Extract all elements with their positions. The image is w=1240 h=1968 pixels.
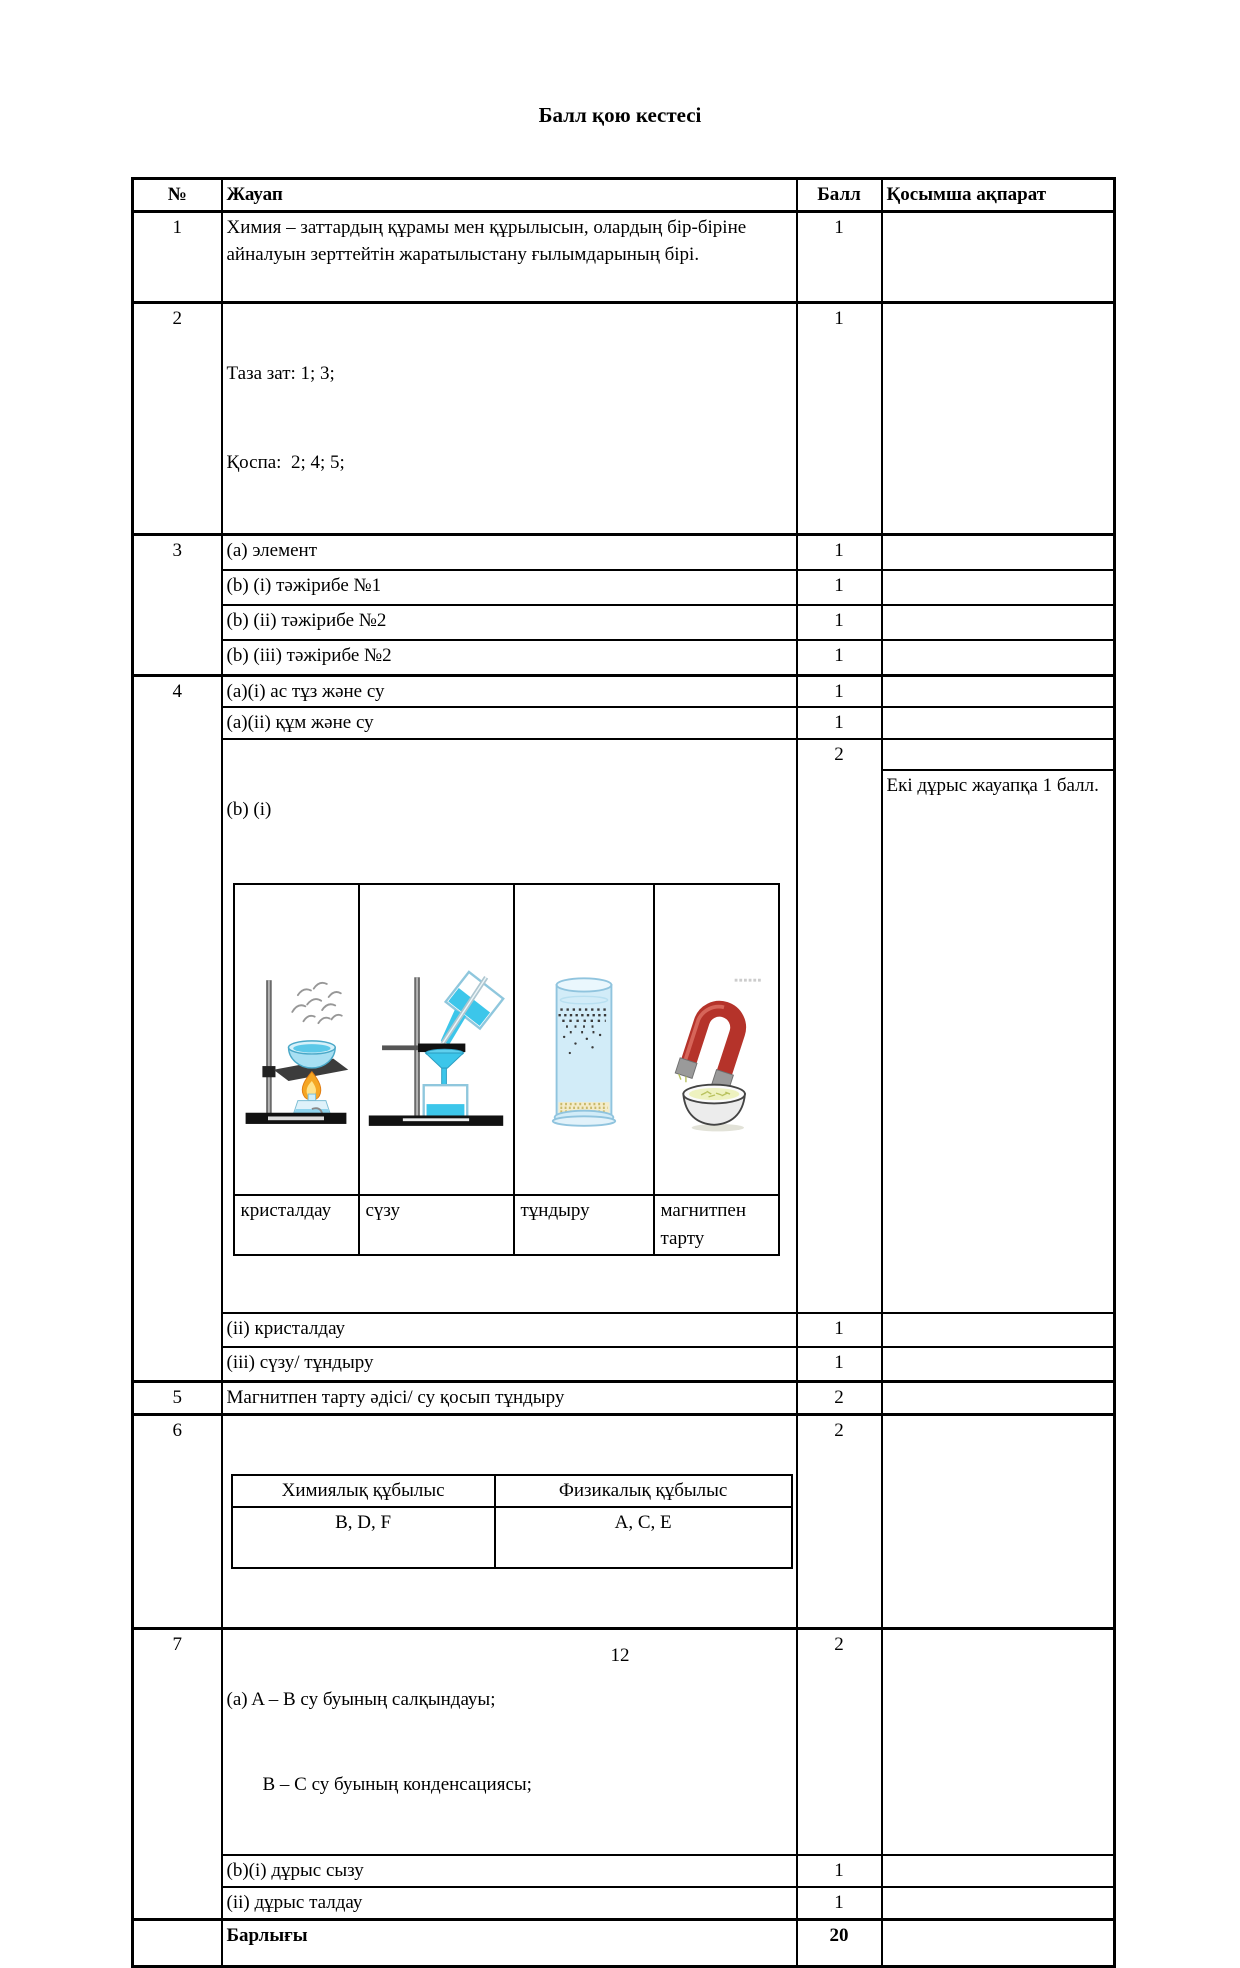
- extra-info-cell: [882, 1347, 1115, 1382]
- separation-methods-table: [233, 883, 780, 1256]
- extra-info-cell: [882, 605, 1115, 640]
- separation-image-cell: [654, 884, 779, 1196]
- score-cell: 2: [797, 739, 882, 1313]
- page-number: 12: [610, 1645, 630, 1666]
- separation-images-row: [234, 884, 779, 1196]
- phenomena-table: [231, 1474, 793, 1569]
- image-caption: кристалдау: [234, 1195, 359, 1254]
- answer-cell: (ii) дұрыс талдау: [222, 1887, 797, 1920]
- table-row: [133, 570, 1115, 605]
- total-label: Барлығы: [222, 1920, 797, 1967]
- score-cell: 1: [797, 1855, 882, 1887]
- answer-cell: (b) (iii) тәжірибе №2: [222, 640, 797, 676]
- table-row: [133, 302, 1115, 534]
- chemical-phenomena-value: B, D, F: [232, 1507, 495, 1568]
- sedimentation-cylinder-icon: [532, 969, 636, 1137]
- row-number-cell: 7: [133, 1628, 222, 1919]
- row-number-cell: 5: [133, 1381, 222, 1414]
- physical-phenomena-header: Физикалық құбылыс: [495, 1475, 792, 1507]
- col-header-score: Балл: [797, 179, 882, 212]
- score-cell: 2: [797, 1381, 882, 1414]
- extra-info-cell: [882, 570, 1115, 605]
- table-row: [133, 1313, 1115, 1347]
- row-number-cell: 6: [133, 1414, 222, 1628]
- image-caption: магнитпен тарту: [654, 1195, 779, 1254]
- row-number-cell: 4: [133, 675, 222, 1381]
- table-row: [133, 211, 1115, 302]
- extra-info-cell: [882, 707, 1115, 739]
- table-row: [133, 605, 1115, 640]
- table-row: [133, 707, 1115, 739]
- table-row: [133, 534, 1115, 570]
- row-number-cell: 3: [133, 534, 222, 675]
- extra-info-cell: [882, 534, 1115, 570]
- answer-cell: [222, 1414, 797, 1628]
- answer-cell: (b) (ii) тәжірибе №2: [222, 605, 797, 640]
- answer-line: Таза зат: 1; 3;: [226, 362, 335, 384]
- table-row: [133, 640, 1115, 676]
- extra-info-cell: [882, 675, 1115, 707]
- answer-cell: (iii) сүзу/ тұндыру: [222, 1347, 797, 1382]
- score-cell: 1: [797, 1887, 882, 1920]
- phenomena-values-row: [232, 1507, 792, 1568]
- separation-image-cell: [234, 884, 359, 1196]
- score-cell: 1: [797, 707, 882, 739]
- answer-cell: (a)(i) ас тұз және су: [222, 675, 797, 707]
- score-cell: 1: [797, 1347, 882, 1382]
- table-row: [133, 1414, 1115, 1628]
- table-row: [133, 675, 1115, 707]
- answer-line: B – C су буының конденсациясы;: [262, 1773, 532, 1795]
- score-cell: 1: [797, 211, 882, 302]
- document-title: Балл қою кестесі: [538, 103, 702, 127]
- evaporation-apparatus-icon: [240, 969, 352, 1137]
- extra-info-cell: [882, 1381, 1115, 1414]
- answer-line: Қоспа: 2; 4; 5;: [226, 452, 345, 474]
- row-number-cell: 1: [133, 211, 222, 302]
- extra-info-cell: [882, 211, 1115, 302]
- table-row: [133, 1855, 1115, 1887]
- extra-info-cell: [882, 1313, 1115, 1347]
- score-cell: 1: [797, 640, 882, 676]
- answer-label: (b) (i): [226, 799, 272, 821]
- table-row: [133, 1347, 1115, 1382]
- scoring-note: Екі дұрыс жауапқа 1 балл.: [882, 770, 1115, 1313]
- row-number-cell: [133, 1920, 222, 1967]
- separation-captions-row: [234, 1195, 779, 1254]
- magnet-bowl-icon: [660, 969, 772, 1137]
- row-number-cell: 2: [133, 302, 222, 534]
- table-row: [133, 1887, 1115, 1920]
- col-header-extra: Қосымша ақпарат: [882, 179, 1115, 212]
- scoring-table: [131, 177, 1116, 1968]
- phenomena-header-row: [232, 1475, 792, 1507]
- answer-cell: (a) элемент: [222, 534, 797, 570]
- physical-phenomena-value: A, C, E: [495, 1507, 792, 1568]
- image-caption: тұндыру: [514, 1195, 654, 1254]
- score-cell: 1: [797, 570, 882, 605]
- separation-image-cell: [359, 884, 514, 1196]
- score-cell: 1: [797, 302, 882, 534]
- table-header-row: [133, 179, 1115, 212]
- col-header-answer: Жауап: [222, 179, 797, 212]
- answer-cell: (ii) кристалдау: [222, 1313, 797, 1347]
- answer-cell: (b) (i) тәжірибе №1: [222, 570, 797, 605]
- table-row: [133, 739, 1115, 770]
- score-cell: 1: [797, 1313, 882, 1347]
- table-row: [133, 1381, 1115, 1414]
- extra-info-cell: [882, 739, 1115, 770]
- total-score: 20: [797, 1920, 882, 1967]
- score-cell: 1: [797, 675, 882, 707]
- extra-info-cell: [882, 302, 1115, 534]
- answer-cell: Химия – заттардың құрамы мен құрылысын, олардың бір-біріне айналуын зерттейтін жаратылыстану ғылымдарының бірі.: [222, 211, 797, 302]
- answer-cell: [222, 739, 797, 1313]
- chemical-phenomena-header: Химиялық құбылыс: [232, 1475, 495, 1507]
- answer-cell: [222, 302, 797, 534]
- separation-image-cell: [514, 884, 654, 1196]
- filtration-apparatus-icon: [365, 969, 507, 1137]
- col-header-num: №: [133, 179, 222, 212]
- extra-info-cell: [882, 1855, 1115, 1887]
- score-cell: 1: [797, 605, 882, 640]
- extra-info-cell: [882, 1414, 1115, 1628]
- total-row: [133, 1920, 1115, 1967]
- score-cell: 2: [797, 1414, 882, 1628]
- image-caption: сүзу: [359, 1195, 514, 1254]
- answer-cell: Магнитпен тарту әдісі/ су қосып тұндыру: [222, 1381, 797, 1414]
- answer-line: (a) A – B су буының салқындауы;: [226, 1688, 496, 1710]
- extra-info-cell: [882, 640, 1115, 676]
- extra-info-cell: [882, 1887, 1115, 1920]
- answer-cell: (b)(i) дұрыс сызу: [222, 1855, 797, 1887]
- score-cell: 1: [797, 534, 882, 570]
- answer-cell: (a)(ii) құм және су: [222, 707, 797, 739]
- extra-info-cell: [882, 1920, 1115, 1967]
- score-cell: 2: [797, 1628, 882, 1855]
